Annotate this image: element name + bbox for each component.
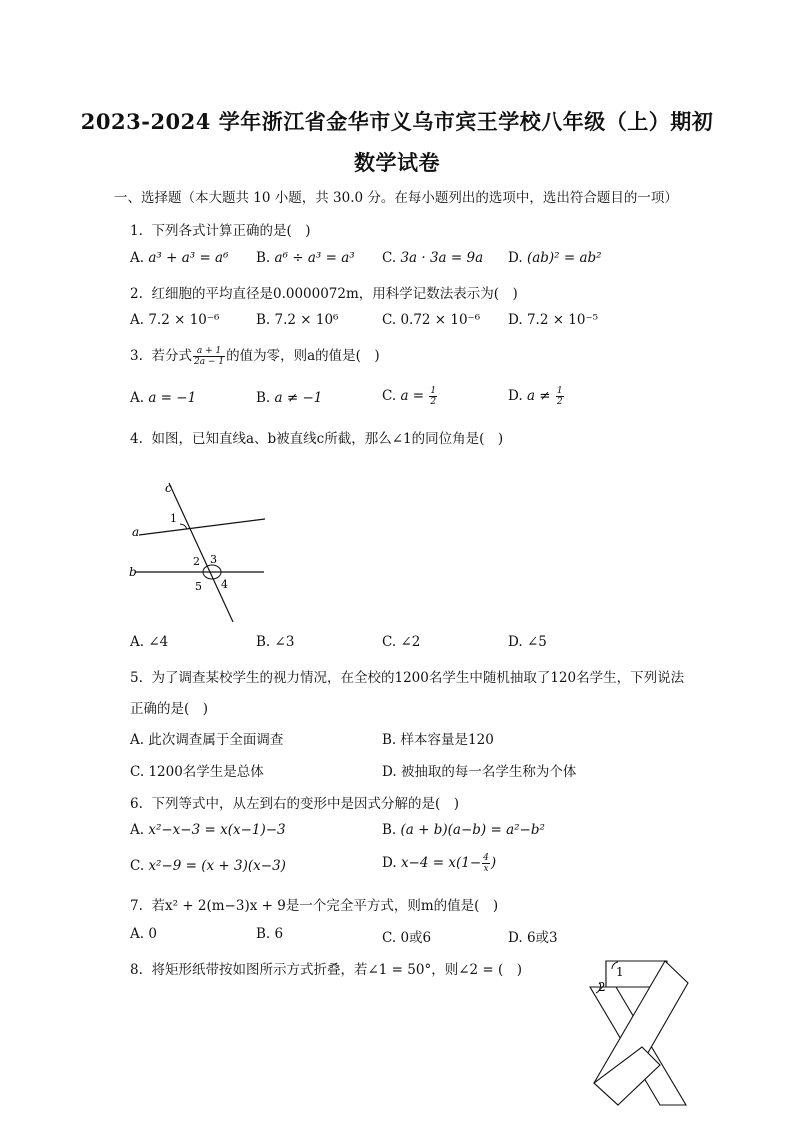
q5-option-d[interactable]: D. 被抽取的每一名学生称为个体 <box>382 764 577 780</box>
question-number: 7. <box>130 898 143 914</box>
question-8-stem <box>130 958 522 978</box>
question-text: 若x² + 2(m−3)x + 9是一个完全平方式，则m的值是( ) <box>151 898 499 914</box>
question-number: 1. <box>130 223 143 239</box>
angle-label-1: 1 <box>170 512 177 525</box>
question-number: 2. <box>130 286 143 302</box>
question-text: 为了调查某校学生的视力情况，在全校的1200名学生中随机抽取了120名学生，下列说法 <box>151 670 685 686</box>
question-6-stem <box>130 792 459 812</box>
q6-option-b[interactable]: B. (a + b)(a−b) = a²−b² <box>382 822 545 838</box>
question-number: 8. <box>130 962 143 978</box>
q5-option-a[interactable]: A. 此次调查属于全面调查 <box>130 732 284 748</box>
fraction: $\frac{a + 1}{2a - 1}$ <box>193 346 225 367</box>
angle-label-1: 1 <box>616 965 624 979</box>
q4-option-b[interactable]: B. ∠3 <box>256 634 295 650</box>
label-c: c <box>165 481 172 495</box>
q1-option-b[interactable]: B. a⁶ ÷ a³ = a³ <box>256 250 355 266</box>
question-3-stem: 3. 若分式 $\frac{a + 1}{2a - 1}$ 的值为零，则a的值是( ) <box>130 346 380 367</box>
angle-label-2: 2 <box>193 555 200 568</box>
paper-title-line2: 数学试卷 <box>354 150 440 175</box>
q6-option-d[interactable]: D. x−4 = x(1− $\frac{4}{x}$ ) <box>382 853 497 874</box>
question-text: 红细胞的平均直径是0.0000072m，用科学记数法表示为( ) <box>151 286 518 302</box>
question-4-stem <box>130 427 503 447</box>
paper-title-line1: 2023-2024 学年浙江省金华市义乌市宾王学校八年级（上）期初 <box>80 109 714 134</box>
question-number: 5. <box>130 670 143 686</box>
q5-option-b[interactable]: B. 样本容量是120 <box>382 732 494 748</box>
q6-option-c[interactable]: C. x²−9 = (x + 3)(x−3) <box>130 858 286 874</box>
q4-option-a[interactable]: A. ∠4 <box>130 634 169 650</box>
q3-option-b[interactable]: B. a ≠ −1 <box>256 390 323 406</box>
angle-label-4: 4 <box>221 578 228 591</box>
line-a <box>139 519 265 535</box>
q7-option-c[interactable]: C. 0或6 <box>382 930 432 946</box>
question-5-stem <box>130 666 684 686</box>
q2-option-c[interactable]: C. 0.72 × 10⁻⁶ <box>382 312 481 328</box>
q4-option-c[interactable]: C. ∠2 <box>382 634 421 650</box>
question-2-stem <box>130 282 518 302</box>
q1-option-a[interactable]: A. a³ + a³ = a⁶ <box>130 250 229 266</box>
q3-option-a[interactable]: A. a = −1 <box>130 390 197 406</box>
question-7-stem <box>130 894 498 914</box>
q7-option-b[interactable]: B. 6 <box>256 926 284 942</box>
question-1-stem <box>130 219 311 239</box>
question-text: 如图，已知直线a、b被直线c所截，那么∠1的同位角是( ) <box>151 431 504 447</box>
question-number: 3. <box>130 348 143 364</box>
q3-option-d[interactable]: D. a ≠ $\frac{1}{2}$ <box>508 386 563 407</box>
q8-folded-strip-figure <box>582 955 694 1120</box>
q4-option-d[interactable]: D. ∠5 <box>508 634 547 650</box>
q7-option-a[interactable]: A. 0 <box>130 926 157 942</box>
question-number: 4. <box>130 431 143 447</box>
q2-option-a[interactable]: A. 7.2 × 10⁻⁶ <box>130 312 220 328</box>
question-text: 下列各式计算正确的是( ) <box>151 223 311 239</box>
q2-option-d[interactable]: D. 7.2 × 10⁻⁵ <box>508 312 599 328</box>
q2-option-b[interactable]: B. 7.2 × 10⁶ <box>256 312 339 328</box>
q3-option-c[interactable]: C. a = $\frac{1}{2}$ <box>382 386 437 407</box>
question-text: 下列等式中，从左到右的变形中是因式分解的是( ) <box>151 796 460 812</box>
q4-figure <box>125 478 275 628</box>
line-c <box>169 483 233 622</box>
question-5-stem-cont: 正确的是( ) <box>130 701 209 717</box>
label-b: b <box>129 565 137 579</box>
angle-label-5: 5 <box>195 580 202 593</box>
q6-option-a[interactable]: A. x²−x−3 = x(x−1)−3 <box>130 822 286 838</box>
question-text: 将矩形纸带按如图所示方式折叠，若∠1 = 50°，则∠2 = ( ) <box>151 962 523 978</box>
question-number: 6. <box>130 796 143 812</box>
q1-option-d[interactable]: D. (ab)² = ab² <box>508 250 602 266</box>
section-heading: 一、选择题（本大题共 10 小题，共 30.0 分。在每小题列出的选项中，选出符合题目的一项） <box>114 190 678 206</box>
label-a: a <box>132 525 140 539</box>
q5-option-c[interactable]: C. 1200名学生是总体 <box>130 764 264 780</box>
angle-label-3: 3 <box>210 553 217 566</box>
q7-option-d[interactable]: D. 6或3 <box>508 930 558 946</box>
q1-option-c[interactable]: C. 3a · 3a = 9a <box>382 250 484 266</box>
angle-label-2: 2 <box>598 980 606 994</box>
